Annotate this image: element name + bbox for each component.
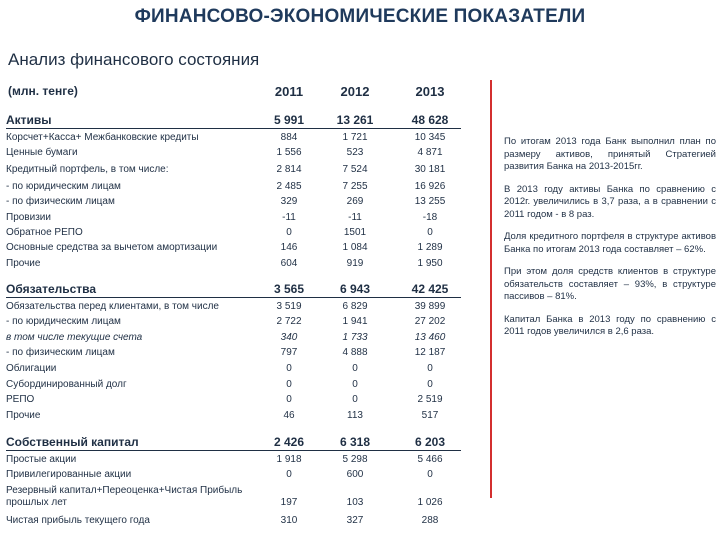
cell-2011: 2 722 — [276, 316, 302, 327]
table-row — [6, 257, 461, 270]
row-label: - по юридическим лицам — [6, 316, 121, 327]
cell-2012: 1 733 — [342, 332, 368, 343]
table-row — [6, 468, 461, 481]
cell-2011: 3 565 — [273, 282, 305, 296]
year-header-2013: 2013 — [415, 84, 445, 99]
row-label: Обязательства — [6, 282, 97, 296]
cell-2013: 13 255 — [414, 196, 446, 207]
commentary-panel — [504, 136, 716, 349]
note-paragraph: По итогам 2013 года Банк выполнил план по размеру активов, принятый Стратегией развития Банка на 2013-2015гг. — [504, 136, 716, 172]
note-paragraph: При этом доля средств клиентов в структуре обязательств составляет – 93%, в структуре пассивов – 81%. — [504, 266, 716, 302]
cell-2012: 1501 — [343, 227, 367, 238]
cell-2012: 13 261 — [336, 113, 374, 127]
row-label: Кредитный портфель, в том числе: — [6, 164, 169, 175]
cell-2012: 523 — [346, 147, 364, 158]
cell-2013: 48 628 — [411, 113, 449, 127]
table-row — [6, 180, 461, 193]
cell-2012: -11 — [348, 212, 362, 223]
row-label: прошлых лет — [6, 497, 68, 508]
cell-2012: 4 888 — [342, 347, 368, 358]
table-row — [6, 300, 461, 313]
cell-2012: 1 084 — [342, 242, 368, 253]
cell-2012: 113 — [347, 410, 363, 421]
table-row — [6, 453, 461, 466]
row-label: - по физическим лицам — [6, 196, 115, 207]
cell-2013: 0 — [427, 227, 433, 238]
year-header-2012: 2012 — [340, 84, 370, 99]
cell-2013: -18 — [422, 212, 438, 223]
row-label: Ценные бумаги — [6, 147, 78, 158]
cell-2013: 13 460 — [414, 332, 446, 343]
cell-2011: 884 — [280, 132, 298, 143]
cell-2012: 7 524 — [342, 164, 368, 175]
cell-2013: 42 425 — [411, 282, 449, 296]
table-row — [6, 362, 461, 375]
cell-2011: 310 — [280, 515, 298, 526]
section-subtitle: Анализ финансового состояния — [8, 50, 260, 69]
table-section-row — [6, 281, 461, 297]
cell-2012: 327 — [346, 515, 364, 526]
cell-2011: 2 426 — [273, 435, 305, 449]
cell-2011: 1 556 — [276, 147, 302, 158]
cell-2013: 4 871 — [417, 147, 443, 158]
row-label: Облигации — [6, 363, 57, 374]
cell-2011: 0 — [286, 363, 292, 374]
cell-2011: 197 — [280, 497, 298, 508]
table-row — [6, 378, 461, 391]
cell-2013: 12 187 — [414, 347, 446, 358]
cell-2013: 517 — [421, 410, 439, 421]
table-row — [6, 496, 461, 509]
cell-2011: 340 — [280, 332, 298, 343]
row-label: Обязательства перед клиентами, в том числе — [6, 301, 219, 312]
row-label: Резервный капитал+Переоценка+Чистая Прибыль — [6, 485, 243, 496]
row-label: Субординированный долг — [6, 379, 127, 390]
table-row — [6, 131, 461, 144]
cell-2012: 6 318 — [339, 435, 371, 449]
note-paragraph: Доля кредитного портфеля в структуре активов Банка по итогам 2013 года составляет – 62%. — [504, 231, 716, 255]
cell-2012: 0 — [352, 394, 358, 405]
cell-2012: 0 — [352, 379, 358, 390]
table-row — [6, 195, 461, 208]
cell-2012: 103 — [346, 497, 364, 508]
table-row — [6, 146, 461, 159]
table-row — [6, 331, 461, 344]
cell-2013: 288 — [421, 515, 439, 526]
note-paragraph: Капитал Банка в 2013 году по сравнению с 2011 годов увеличился в 2,6 раза. — [504, 313, 716, 337]
cell-2011: 0 — [286, 379, 292, 390]
cell-2013: 0 — [427, 379, 433, 390]
cell-2011: 146 — [280, 242, 298, 253]
cell-2013: 39 899 — [414, 301, 446, 312]
cell-2011: 604 — [280, 258, 298, 269]
cell-2011: 797 — [280, 347, 298, 358]
table-section-row — [6, 112, 461, 128]
note-paragraph: В 2013 году активы Банка по сравнению с 2012г. увеличились в 3,7 раза, а в сравнении с 2011 годом - в 8 раз. — [504, 183, 716, 220]
cell-2013: 16 926 — [414, 181, 446, 192]
cell-2012: 6 943 — [339, 282, 371, 296]
row-label: Простые акции — [6, 454, 77, 465]
cell-2011: 2 814 — [276, 164, 302, 175]
cell-2011: 0 — [286, 227, 292, 238]
row-label: РЕПО — [6, 394, 35, 405]
table-row — [6, 211, 461, 224]
row-label: Прочие — [6, 410, 41, 421]
cell-2012: 919 — [346, 258, 364, 269]
row-label: Обратное РЕПО — [6, 227, 83, 238]
cell-2012: 5 298 — [342, 454, 368, 465]
table-row — [6, 241, 461, 254]
row-label: Прочие — [6, 258, 41, 269]
cell-2011: 0 — [286, 469, 292, 480]
page-title: ФИНАНСОВО-ЭКОНОМИЧЕСКИЕ ПОКАЗАТЕЛИ — [134, 6, 586, 27]
cell-2011: 1 918 — [276, 454, 302, 465]
row-label: Активы — [6, 113, 52, 127]
table-row — [6, 315, 461, 328]
row-label: Основные средства за вычетом амортизации — [6, 242, 218, 253]
row-label: Корсчет+Касса+ Межбанковские кредиты — [6, 132, 199, 143]
table-row — [6, 346, 461, 359]
cell-2011: 329 — [280, 196, 298, 207]
row-label: - по физическим лицам — [6, 347, 115, 358]
table-row — [6, 163, 461, 176]
cell-2012: 1 941 — [342, 316, 368, 327]
cell-2013: 30 181 — [414, 164, 446, 175]
cell-2012: 269 — [346, 196, 364, 207]
cell-2011: -11 — [282, 212, 296, 223]
row-label: Привилегированные акции — [6, 469, 132, 480]
cell-2012: 7 255 — [342, 181, 368, 192]
units-label: (млн. тенге) — [8, 84, 78, 98]
year-header-2011: 2011 — [274, 84, 304, 99]
row-label: - по юридическим лицам — [6, 181, 121, 192]
row-label: Провизии — [6, 212, 51, 223]
row-label: в том числе текущие счета — [6, 332, 143, 343]
cell-2013: 1 289 — [417, 242, 443, 253]
cell-2013: 0 — [427, 469, 433, 480]
cell-2013: 5 466 — [417, 454, 443, 465]
cell-2013: 27 202 — [414, 316, 446, 327]
row-label: Чистая прибыль текущего года — [6, 515, 150, 526]
table-row — [6, 409, 461, 422]
table-row — [6, 393, 461, 406]
cell-2012: 600 — [346, 469, 364, 480]
table-row — [6, 226, 461, 239]
cell-2011: 46 — [283, 410, 295, 421]
cell-2013: 6 203 — [414, 435, 446, 449]
cell-2011: 3 519 — [276, 301, 302, 312]
table-section-row — [6, 434, 461, 450]
cell-2013: 1 026 — [417, 497, 443, 508]
cell-2011: 5 991 — [273, 113, 305, 127]
cell-2013: 0 — [427, 363, 433, 374]
cell-2013: 10 345 — [414, 132, 446, 143]
table-row — [6, 514, 461, 527]
cell-2011: 0 — [286, 394, 292, 405]
row-label: Собственный капитал — [6, 435, 139, 449]
cell-2011: 2 485 — [276, 181, 302, 192]
cell-2012: 0 — [352, 363, 358, 374]
cell-2013: 1 950 — [417, 258, 443, 269]
red-divider-line — [490, 80, 492, 498]
cell-2013: 2 519 — [417, 394, 443, 405]
cell-2012: 1 721 — [342, 132, 368, 143]
cell-2012: 6 829 — [342, 301, 368, 312]
